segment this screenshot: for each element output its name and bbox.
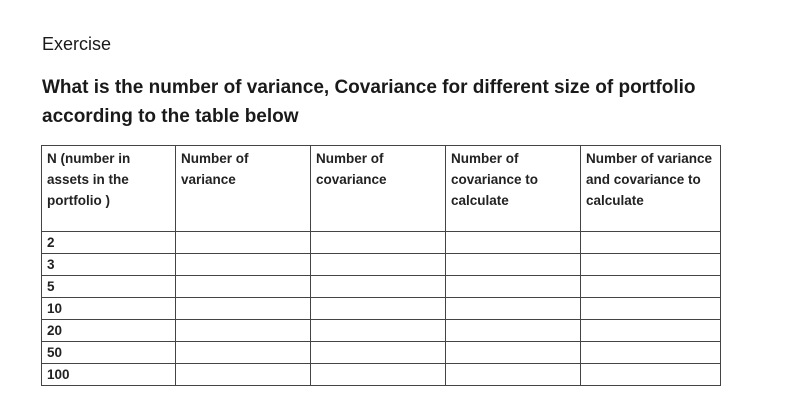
cell-variance-and-covariance[interactable] [581,320,721,342]
cell-variance-and-covariance[interactable] [581,232,721,254]
cell-covariance-to-calculate[interactable] [446,320,581,342]
cell-variance[interactable] [176,276,311,298]
cell-n: 10 [42,298,176,320]
header-number-of-covariance: Number of covariance [311,146,446,232]
table-row [42,298,721,320]
cell-variance[interactable] [176,232,311,254]
cell-variance-and-covariance[interactable] [581,298,721,320]
cell-variance[interactable] [176,364,311,386]
cell-covariance-to-calculate[interactable] [446,364,581,386]
cell-variance[interactable] [176,342,311,364]
cell-n: 50 [42,342,176,364]
cell-covariance-to-calculate[interactable] [446,298,581,320]
table-header-row [42,146,721,232]
cell-covariance-to-calculate[interactable] [446,342,581,364]
header-variance-and-covariance: Number of variance and covariance to calculate [581,146,721,232]
cell-variance-and-covariance[interactable] [581,342,721,364]
cell-variance-and-covariance[interactable] [581,364,721,386]
cell-variance-and-covariance[interactable] [581,254,721,276]
cell-covariance[interactable] [311,254,446,276]
cell-covariance[interactable] [311,298,446,320]
cell-covariance[interactable] [311,276,446,298]
header-n-assets: N (number in assets in the portfolio ) [42,146,176,232]
table-row [42,320,721,342]
cell-variance[interactable] [176,320,311,342]
table-row [42,364,721,386]
cell-covariance[interactable] [311,342,446,364]
cell-variance[interactable] [176,254,311,276]
table-row [42,276,721,298]
cell-covariance[interactable] [311,364,446,386]
cell-n: 5 [42,276,176,298]
cell-covariance-to-calculate[interactable] [446,276,581,298]
portfolio-table [41,145,721,386]
cell-variance[interactable] [176,298,311,320]
cell-n: 20 [42,320,176,342]
cell-covariance[interactable] [311,232,446,254]
cell-n: 2 [42,232,176,254]
cell-covariance[interactable] [311,320,446,342]
header-covariance-to-calculate: Number of covariance to calculate [446,146,581,232]
header-number-of-variance: Number of variance [176,146,311,232]
question-text: What is the number of variance, Covariance for different size of portfolio according to the table below [42,77,696,127]
cell-n: 100 [42,364,176,386]
cell-covariance-to-calculate[interactable] [446,254,581,276]
table-row [42,342,721,364]
cell-variance-and-covariance[interactable] [581,276,721,298]
table-row [42,232,721,254]
exercise-heading: Exercise [42,34,112,54]
cell-n: 3 [42,254,176,276]
cell-covariance-to-calculate[interactable] [446,232,581,254]
table-body [42,232,721,386]
table-row [42,254,721,276]
